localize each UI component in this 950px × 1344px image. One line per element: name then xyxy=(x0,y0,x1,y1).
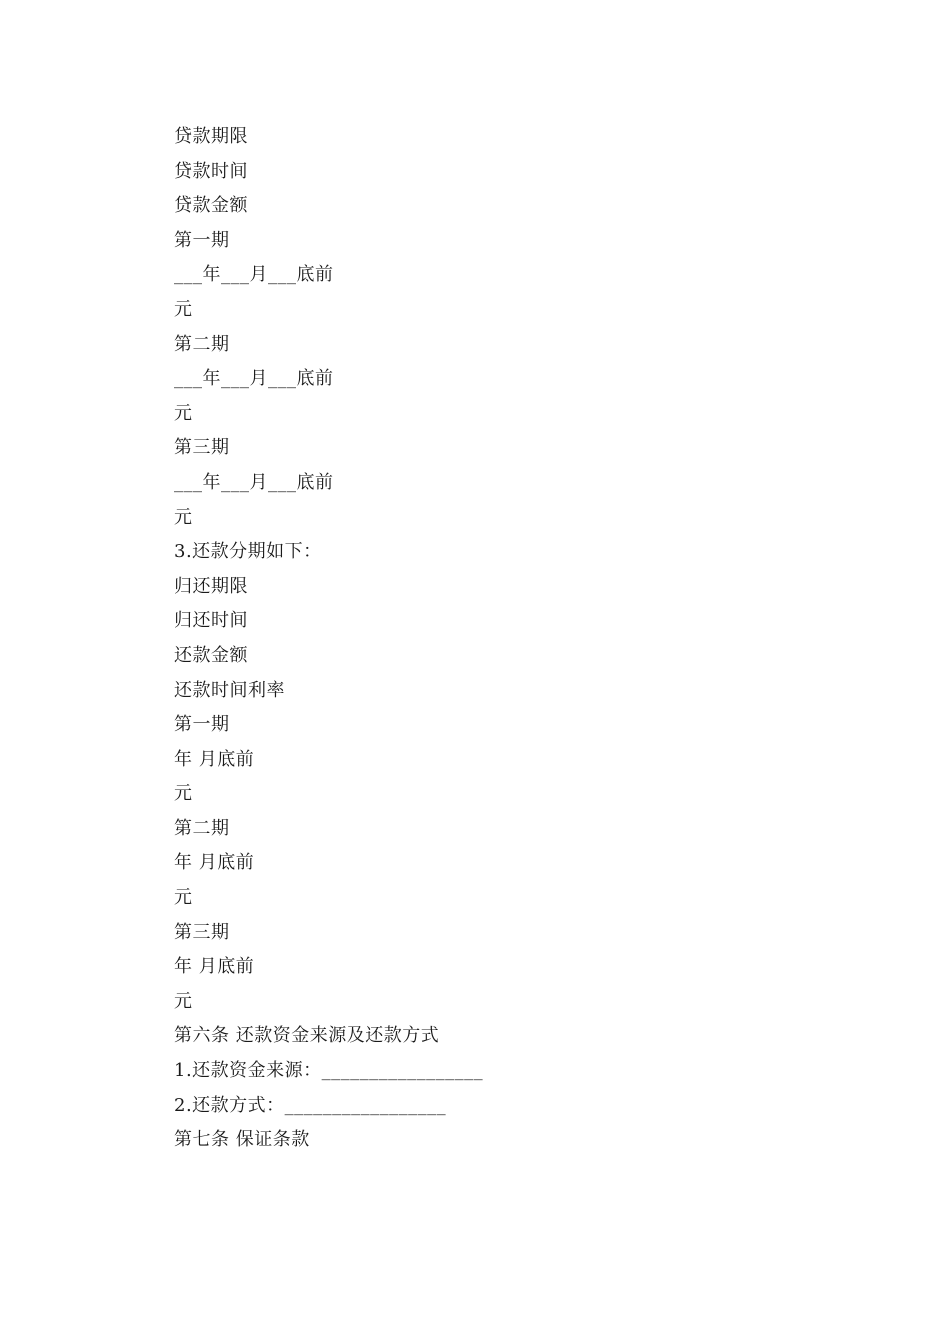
text-line: 年 月底前 xyxy=(174,852,255,874)
text-line: ___年___月___底前 xyxy=(174,264,334,286)
fill-in-line: 1.还款资金来源：_________________ xyxy=(174,1060,484,1082)
text-line: 还款金额 xyxy=(174,644,248,666)
text-line: 还款时间利率 xyxy=(174,679,285,701)
text-line: ___年___月___底前 xyxy=(174,471,334,493)
text-line: 元 xyxy=(174,783,193,805)
text-line: 第二期 xyxy=(174,333,230,355)
text-line: 元 xyxy=(174,990,193,1012)
fill-in-line: 2.还款方式：_________________ xyxy=(174,1094,447,1116)
text-line: 贷款金额 xyxy=(174,195,248,217)
text-line: 元 xyxy=(174,506,193,528)
text-line: 年 月底前 xyxy=(174,748,255,770)
article-heading: 第七条 保证条款 xyxy=(174,1129,310,1151)
text-line: 归还期限 xyxy=(174,575,248,597)
document-body xyxy=(174,120,814,1158)
text-line: 元 xyxy=(174,887,193,909)
article-heading: 第六条 还款资金来源及还款方式 xyxy=(174,1025,440,1047)
text-line: 贷款期限 xyxy=(174,126,248,147)
text-line: 归还时间 xyxy=(174,610,248,632)
text-line: ___年___月___底前 xyxy=(174,368,334,390)
section-heading: 3.还款分期如下： xyxy=(174,541,322,563)
text-line: 第一期 xyxy=(174,229,230,251)
text-line: 元 xyxy=(174,402,193,424)
text-line: 年 月底前 xyxy=(174,956,255,978)
text-line: 第三期 xyxy=(174,437,230,459)
text-line: 第三期 xyxy=(174,921,230,943)
text-line: 贷款时间 xyxy=(174,160,248,182)
text-line: 第一期 xyxy=(174,714,230,736)
text-line: 第二期 xyxy=(174,817,230,839)
text-line: 元 xyxy=(174,298,193,320)
